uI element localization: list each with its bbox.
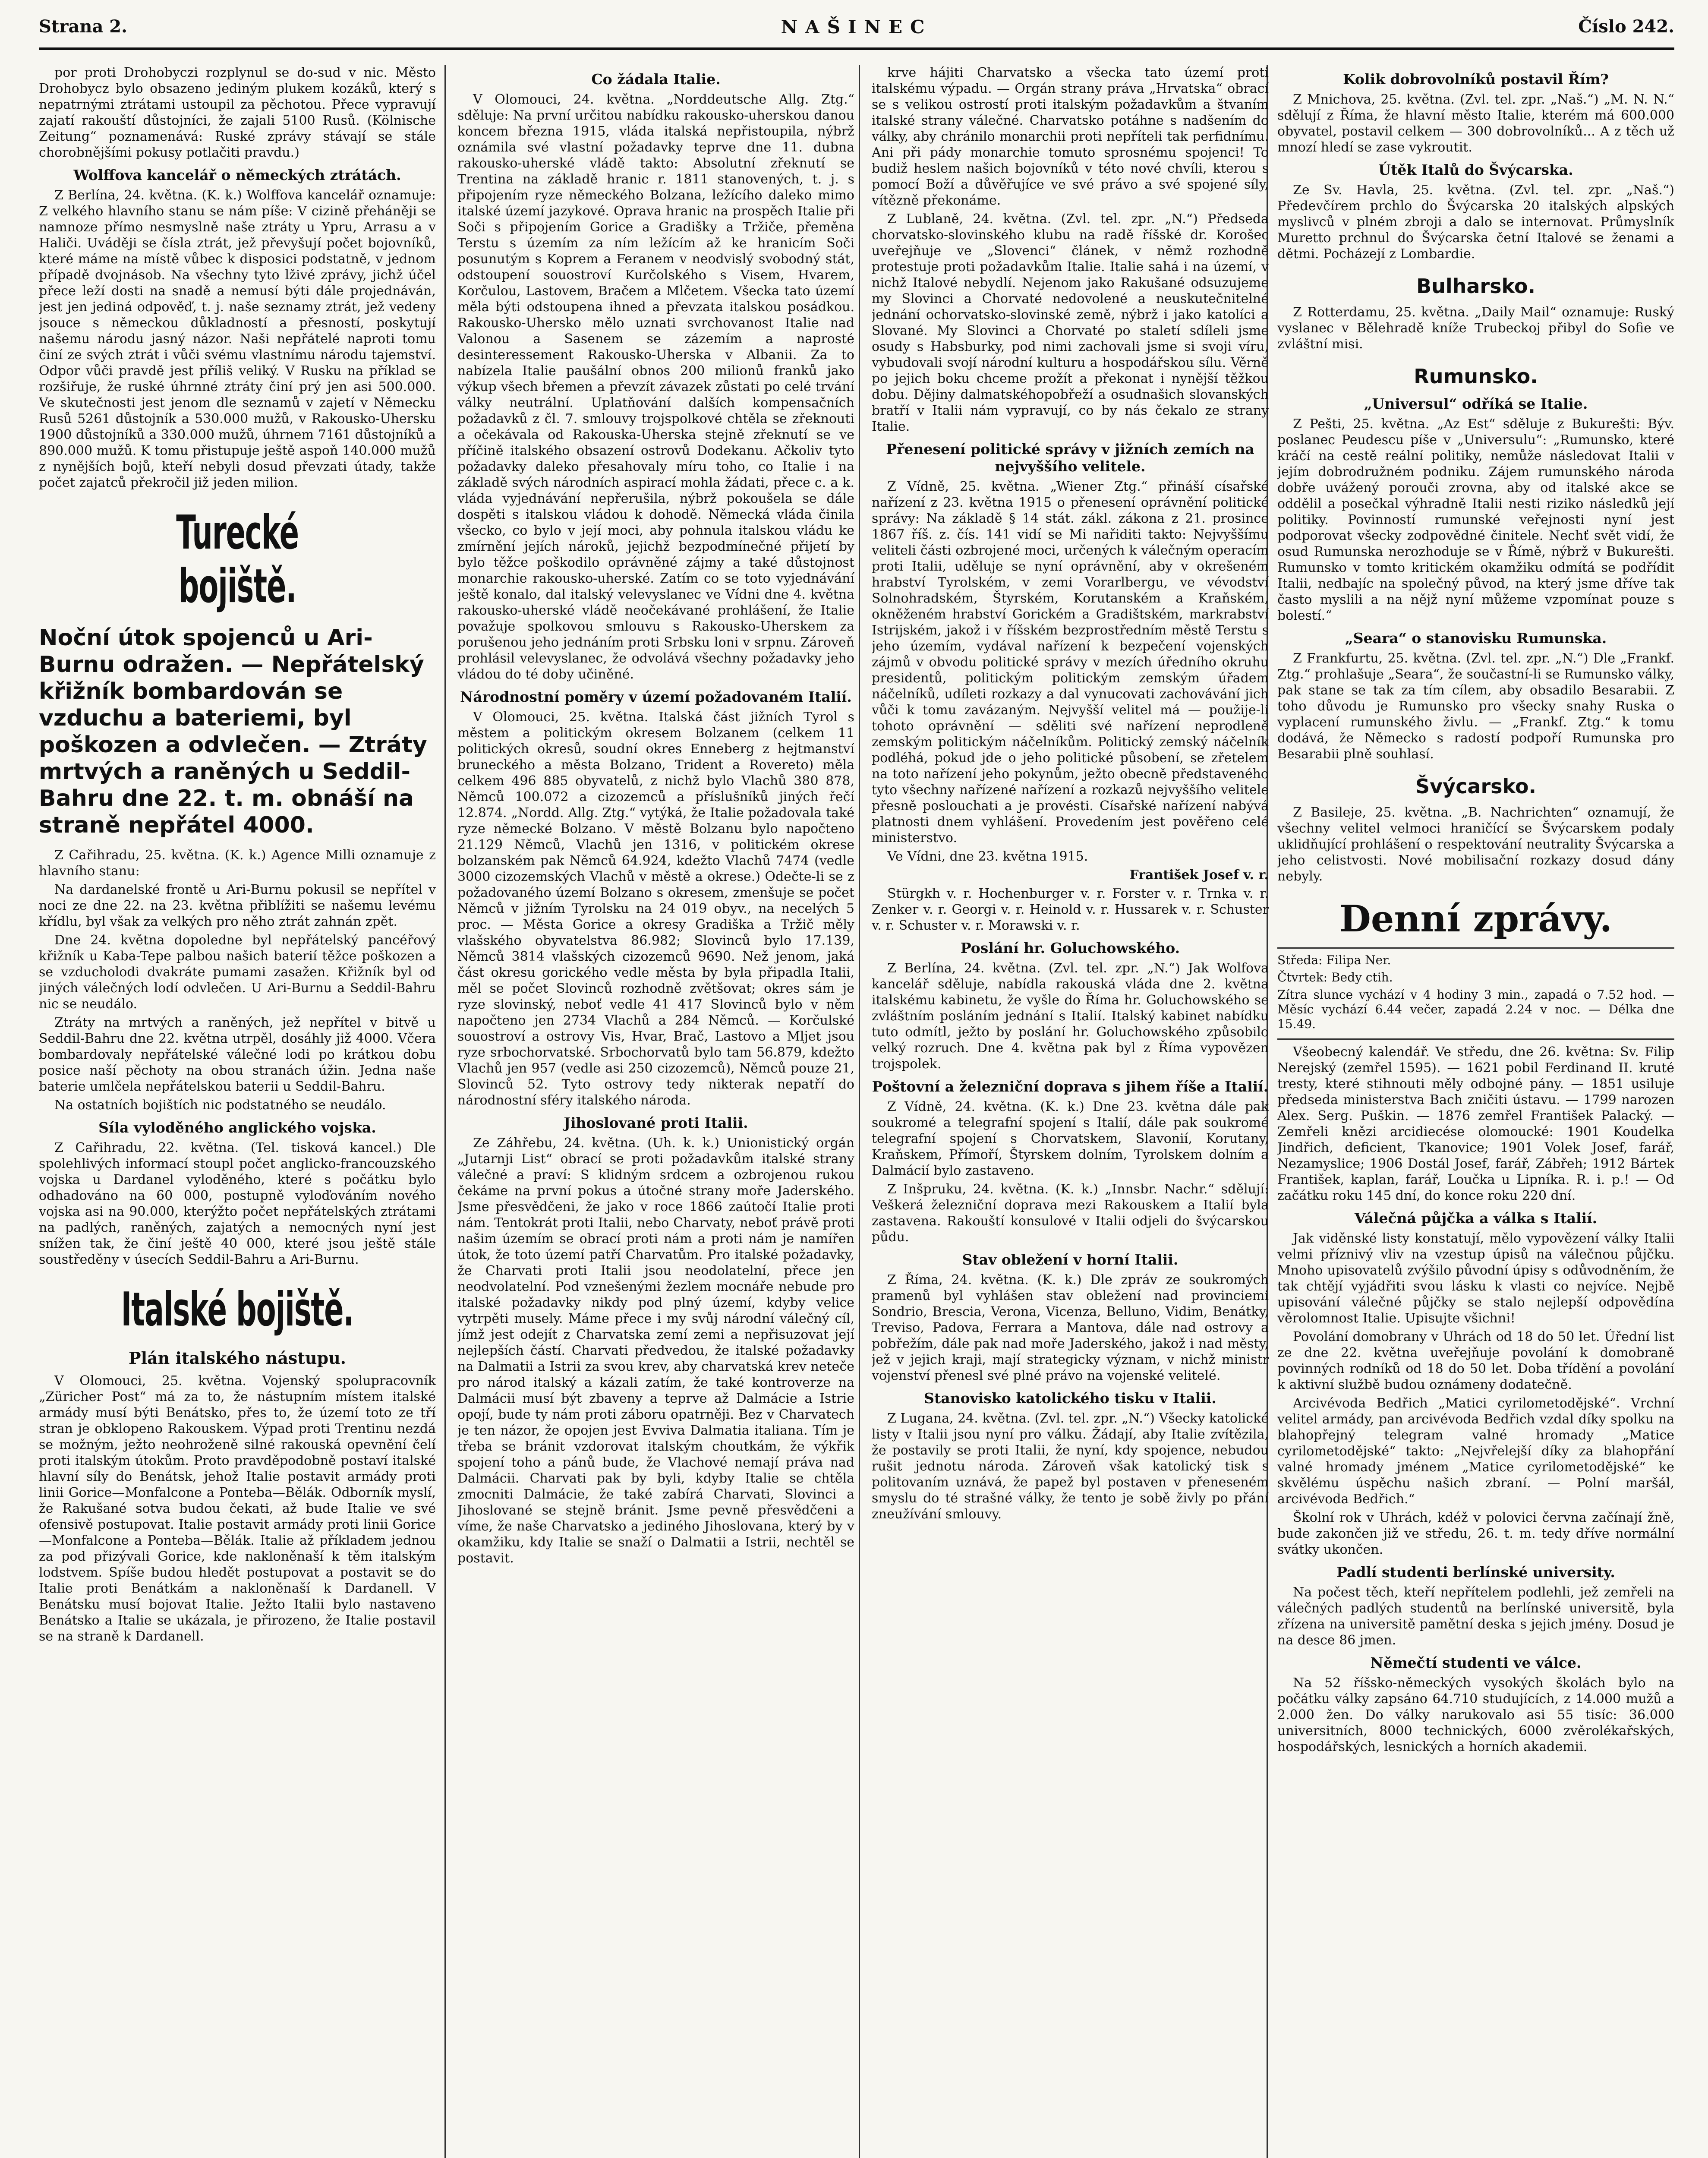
article-text: por proti Drohobyczi rozplynul se do-sud v nic. Město Drohobycz bylo obsazeno jediným plukem kozáků, který s nepatrnými ztrátami ustoupil za pěchotou. Přece vypravují zajatí rakouští důstojníci, že zajali 5100 Rusů. (Kölnische Zeitung“ poznamenává: Ruské zprávy stávají se stále chorobnějšími pokusy potlačiti pravdu.) bbox=[39, 65, 436, 160]
article-text: Dne 24. května dopoledne byl nepřátelský pancéřový křižník u Kaba-Tepe palbou našich baterií těžce poškozen a se vzducholodi dvakráte pumami zasažen. Křižník byl od jiných válečných lodí odvlečen. U Ari-Burnu a Seddil-Bahru nic se neudálo. bbox=[39, 933, 436, 1012]
page-header bbox=[39, 16, 1674, 43]
section-title-bulgaria: Bulharsko. bbox=[1416, 274, 1535, 298]
article-heading: Národnostní poměry v území požadovaném Italií. bbox=[460, 688, 852, 705]
article-text: Ze Sv. Havla, 25. května. (Zvl. tel. zpr. „Naš.“) Předevčírem prchlo do Švýcarska 20 italských alpských myslivců v plném zbroji a dalo se internovat. Průmyslník Muretto prchnul do Švýcarska četní Italové se ženami a dětmi. Pocházejí z Lombardie. bbox=[1277, 183, 1674, 262]
issue-number: Číslo 242. bbox=[1578, 16, 1674, 37]
article-heading: Plán italského nástupu. bbox=[129, 1348, 346, 1368]
article-text: Z Cařihradu, 22. května. (Tel. tisková kancel.) Dle spolehlivých informací stoupl počet anglicko-francouzského vojska u Dardanel vyloděného, které s počátku bylo odhadováno na 60 000, postupně vyloďováním nového vojska asi na 90.000, kterýžto počet nepřátelských ztrátami na padlých, raněných, zajatých a nemocných nyní jest snížen tak, že činí ještě 40 000, které jsou ještě stále soustředěny v úsecích Seddil-Bahru a Ari-Burnu. bbox=[39, 1140, 436, 1267]
article-text: Na 52 říšsko-německých vysokých školách bylo na počátku války zapsáno 64.710 studujících, z 14.000 mužů a 2.000 žen. Do války narukovalo asi 55 tisíc: 36.000 universitních, 8000 technických, 6000 zvěrolékařských, hospodářských, lesnických a horních akademii. bbox=[1277, 1675, 1674, 1754]
article-heading: Němečtí studenti ve válce. bbox=[1370, 1654, 1582, 1671]
article-text: Na dardanelské frontě u Ari-Burnu pokusil se nepřítel v noci ze dne 22. na 23. května přiblížiti se našemu levému křídlu, byl však za velkých pro něho ztrát zahnán zpět. bbox=[39, 882, 436, 929]
article-text: Na počest těch, kteří nepřítelem podlehli, jež zemřeli na válečných padlých studentů na berlínské universitě, byla zřízena na universitě pamětní deska s jejich jmény. Dosud je na desce 86 jmen. bbox=[1277, 1585, 1674, 1648]
section-title-turkish-front: Turecké bojiště. bbox=[176, 506, 299, 613]
article-heading: Co žádala Italie. bbox=[591, 71, 721, 88]
article-text: Z Inšpruku, 24. května. (K. k.) „Innsbr. Nachr.“ sdělují: Veškerá železniční doprava mezi Rakouskem a Italií byla zastavena. Rakouští konsulové v Italii odjeli do švýcarskou půdu. bbox=[872, 1182, 1269, 1245]
article-heading: Padlí studenti berlínské university. bbox=[1336, 1564, 1615, 1581]
article-text: Z Vídně, 24. května. (K. k.) Dne 23. května dále pak soukromé a telegrafní spojení s Italií, dále pak soukromé telegrafní spojení s Chorvatskem, Slavonií, Korutany, Kraňskem, Přímoří, Štyrskem dolním, Tyrolskem dolním a Dalmácií bylo zastaveno. bbox=[872, 1099, 1269, 1178]
article-heading: Přenesení politické správy v jižních zemích na nejvyššího velitele. bbox=[886, 441, 1254, 475]
signature: František Josef v. r. bbox=[1129, 868, 1269, 883]
header-rule bbox=[39, 47, 1674, 50]
section-title-daily-news: Denní zprávy. bbox=[1339, 897, 1612, 940]
almanac-line: Zítra slunce vychází v 4 hodiny 3 min., zapadá o 7.52 hod. — Měsíc vychází 6.44 večer, zapadá 2.24 v noc. — Délka dne 15.49. bbox=[1277, 988, 1674, 1031]
almanac-line: Středa: Filipa Ner. bbox=[1277, 953, 1391, 967]
article-text: Školní rok v Uhrách, kdéž v polovici června začínají žně, bude zakončen již ve středu, 26. t. m. tedy dříve normální svátky ukončen. bbox=[1277, 1510, 1674, 1557]
article-text: Jak viděnské listy konstatují, mělo vypovězení války Italii velmi příznivý vliv na vzestup úpisů na válečnou půjčku. Mnoho upisovatelů zvýšilo původní úpisy s odůvodněním, že tak chtějí vyjádřiti svou lásku k vlasti co nejvíce. Nejbě upisování válečné půjčky se stalo nejlepší odpovědína věrolomnost Italie. Upisujte všichni! bbox=[1277, 1231, 1674, 1326]
article-text: Na ostatních bojištích nic podstatného se neudálo. bbox=[54, 1098, 386, 1113]
article-heading: Kolik dobrovolníků postavil Řím? bbox=[1343, 71, 1609, 88]
article-text: Z Basileje, 25. května. „B. Nachrichten“ oznamují, že všechny velitel velmoci hraničící se Švýcarskem podaly uklidňující prohlášení o respektování neutrality Švýcarska a jeho celistvosti. Nové mobilisační rozkazy dosud dány nebyly. bbox=[1277, 805, 1674, 884]
article-text: Z Frankfurtu, 25. května. (Zvl. tel. zpr. „N.“) Dle „Frankf. Ztg.“ prohlašuje „Seara“, že součastní-li se Rumunsko války, pak stane se tak za tím cílem, aby obsadilo Besarabii. Z toho důvodu je Rumunsko pro všecky snahy Ruska o vyplacení rumunského živlu. — „Frankf. Ztg.“ k tomu dodává, že Německo s radostí podpoří Rumunska pro Besarabii plně souhlasí. bbox=[1277, 651, 1674, 762]
article-heading: „Seara“ o stanovisku Rumunska. bbox=[1345, 630, 1607, 647]
article-text: Z Berlína, 24. května. (K. k.) Wolffova kancelář oznamuje: Z velkého hlavního stanu se nám píše: V cizině přeháněji se namnoze přímo nesmyslně naše ztráty u Ypru, Arrasu a v Haliči. Uváději se čísla ztrát, jež převyšují počet bojovníků, které máme na místě vůbec k disposici podstatně, v jednom případě dvojnásob. Na všechny tyto lživé zprávy, jichž účel přece leží dosti na snadě a nemusí býti dále projednáván, jest jen jediná odpověď, t. j. naše seznamy ztrát, jež vedeny jsouce s německou důkladností a přesností, poskytují našemu národu jasný názor. Naši nepřátelé naproti tomu činí ze svých ztrát i vůči svému vlastnímu národu tajemství. Odpor vůči pravdě jest příliš veliký. V Rusku na příklad se rozšiřuje, že ruské úhrnné ztráty činí prý jen asi 500.000. Ve skutečnosti jest jenom dle seznamů v zajetí v Německu Rusů 5261 důstojník a 530.000 mužů, v Rakousko-Uhersku 1900 důstojníků a 330.000 mužů, úhrnem 7161 důstojníků a 890.000 mužů. K tomu přistupuje ještě aspoň 140.000 mužů z nynějších bojů, kteří nebyli dosud převzati útady, takže počet zajatců překročil již jeden milion. bbox=[39, 188, 436, 490]
almanac-box bbox=[1277, 947, 1674, 1040]
lead-headline: Noční útok spojenců u Ari-Burnu odražen. — Nepřátelský křižník bombardován se vzduchu a bateriemi, byl poškozen a odvlečen. — Ztráty mrtvých a raněných u Seddil-Bahru dne 22. t. m. obnáší na straně nepřátel 4000. bbox=[39, 625, 427, 838]
article-text: Z Rotterdamu, 25. května. „Daily Mail“ oznamuje: Ruský vyslanec v Bělehradě kníže Trubeckoj přibyl do Sofie ve zvláštní misi. bbox=[1277, 305, 1674, 352]
article-text: Ztráty na mrtvých a raněných, jež nepřítel v bitvě u Seddil-Bahru dne 22. května utrpěl, dosáhly již 4000. Včera bombardovaly nepřátelské válečné lodi po krátkou dobu posice naší pěchoty na obou stranách úžin. Jedna naše baterie umlčela nepřátelskou baterii u Seddil-Bahru. bbox=[39, 1015, 436, 1094]
section-title-switzerland: Švýcarsko. bbox=[1415, 775, 1536, 798]
article-text: krve hájiti Charvatsko a všecka tato území proti italskému výpadu. — Orgán strany práva „Hrvatska“ obrací se s velikou ostrostí proti italským požadavkům a štvaním italské strany válečné. Charvatsko potáhne s nadšením do války, aby chránilo monarchii proti nepříteli tak perfidnímu. Ani při pády monarchie tomuto sprosnému spojenci! To budiž heslem našich bojovníků v této nové chvíli, kterou s pomocí Boží a důvěřujíce ve své právo a své spojené síly, vítězně překonáme. bbox=[872, 65, 1269, 208]
article-text: Z Berlína, 24. května. (Zvl. tel. zpr. „N.“) Jak Wolfova kancelář sděluje, nabídla rakouská vláda dne 2. května italskému kabinetu, že vyšle do Říma hr. Goluchowského se zvláštním posláním jednání s Italií. Italský kabinet nabídku tuto odmítl, ježto by poslání hr. Goluchowského způsobilo velký rozruch. Dne 4. května pak byl z Říma vypovězen trojspolek. bbox=[872, 961, 1269, 1072]
newspaper-title: NAŠINEC bbox=[781, 16, 933, 38]
article-text: V Olomouci, 25. května. Italská část jižních Tyrol s městem a politickým okresem Bolzanem (celkem 11 politických okresů, soudní okres Enneberg z hejtmanství bruneckého a města Bolzano, Trident a Rovereto) měla celkem 496 885 obyvatelů, z nichž bylo Vlachů 380 878, Němců 100.072 a cizozemců a příslušníků jiných řečí 12.874. „Nordd. Allg. Ztg.“ vytýká, že Italie požadovala také ryze německé Bolzano. V městě Bolzanu bylo napočteno 21.129 Němců, Vlachů jen 1316, v politickém okrese bolzanském pak Němců 64.924, kdežto Vlachů 7474 (vedle 3000 cizozemských Vlachů v městě a okrese.) Odečte-li se z požadovaného území Bolzano s okresem, zmenšuje se počet Němců v jižním Tyrolsku na 24 019 obyv., na necelých 5 proc. — Města Gorice a okresy Gradiška a Tržič měly vlašského obyvatelstva 86.982; Slovinců bylo 17.139, Němců 3814 vlašských cizozemců 9690. Než jenom, jaká část okresu gorického vedle města by byla připadla Italii, měl se počet Slovinců rozhodně zvětšovat; okres sám je ryze slovinský, neboť vedle 41 417 Slovinců bylo v něm napočteno jen 2734 Vlachů a 284 Němců. — Korčulské souostroví a ostrovy Vis, Hvar, Brač, Lastovo a Mljet jsou ryze srbochorvatské. Srbochorvatů bylo tam 56.879, kdežto Vlachů jen 957 (vedle asi 250 cizozemců), Němců pouze 21, Slovinců 52. Tyto ostrovy tedy nikterak nepatří do národnostní sféry italského národa. bbox=[457, 710, 854, 1108]
calendar-text: Všeobecný kalendář. Ve středu, dne 26. května: Sv. Filip Nerejský (zemřel 1595). — 1621 pobil Ferdinand II. kruté tresty, které stihnouti měly odbojné pány. — 1851 usiluje předseda ministerstva Bach zničiti ústavu. — 1799 narozen Alex. Serg. Puškin. — 1876 zemřel František Palacký. — Zemřeli knězi arcidiecése olomoucké: 1901 Koudelka Jindřich, deficient, Tkanovice; 1901 Volek Josef, farář, Nezamyslice; 1906 Dostál Josef, farář, Zábřeh; 1912 Bártek František, kaplan, farář, Loučka u Lipníka. R. i. p.! — Od začátku roku 145 dní, do konce roku 220 dní. bbox=[1277, 1044, 1674, 1203]
article-text: Povolání domobrany v Uhrách od 18 do 50 let. Úřední list ze dne 22. května uveřejňuje povolání k domobraně povinných rodníků od 18 do 50 let. Doba třídění a povolání k aktivní službě budou oznámeny dodatečně. bbox=[1277, 1329, 1674, 1392]
article-heading: Stanovisko katolického tisku v Italii. bbox=[924, 1390, 1216, 1407]
article-text: Ze Záhřebu, 24. května. (Uh. k. k.) Unionistický orgán „Jutarnji List“ obrací se proti požadavkům italské strany válečné a praví: S klidným srdcem a ozbrojenou rukou čekáme na první pokus a útočné strany moře Jaderského. Jsme přesvědčeni, že jako v roce 1866 zaútočí Italie proti nám. Tentokrát proti Italii, nebo Charvaty, neboť právě proti našim územím se obrací proti nám a proti nám je namířen útok, že toto území patří Charvatům. Pro italské požadavky, že Charvati proti Italii jsou neodolatelní, přece jen neodvolatelní. Pod vznešenými žezlem mocnáře nebude pro italské požadavky nikdy pod plný území, kdyby velice vytrpěti musely. Máme přece i my svůj národní válečný cíl, jímž jest odejít z Charvatska zemí zemi a nepřisuzovat její nejlepších částí. Charvati předvedou, že italské požadavky na Dalmatii a Istrii za svou krev, aby charvatská krev neteče pro národ italský a kázali zatím, že také kontroverze na Dalmácii musí být zbaveny a teprve až Dalmácie a Istrie opojí, bude ty nám proti záboru opatrněji. Bez v Charvatech je ten názor, že opojen jest Evviva Dalmatia italiana. Tím je třeba se bránit vzdorovat italským choutkám, že výkřik spojení toho a pánů bude, že Vlachové nemají práva nad Dalmácii. Charvati pak by byli, kdyby Italie se chtěla zmocniti Dalmácie, že také zabírá Charvati, Slovinci a Jihoslované se stejně bránit. Jsme pevně přesvědčeni a víme, že naše Charvatsko a jediného Jihoslovana, který by v okamžiku, kdy Italie se snaží o Dalmatii a Istrii, nechtěl se postavit. bbox=[457, 1136, 854, 1566]
article-heading: Stav obležení v horní Italii. bbox=[962, 1251, 1179, 1268]
ministers-list: Stürgkh v. r. Hochenburger v. r. Forster v. r. Trnka v. r. Zenker v. r. Georgi v. r. Heinold v. r. Hussarek v. r. Schuster v. r. Schuster v. r. Morawski v. r. bbox=[872, 886, 1269, 933]
column-divider bbox=[859, 65, 860, 2158]
article-text: Z Vídně, 25. května. „Wiener Ztg.“ přináší císařské nařízení z 23. května 1915 o přenesení oprávnění politické správy: Na základě § 14 stát. zákl. zákona z 21. prosince 1867 říš. z. čís. 141 vidí se Mi nařiditi takto: Nejvyššímu veliteli části ozbrojené moci, určených k válečným operacím proti Italii, uděluje se nyní oprávnění, aby v okrešeném hrabství Tyrolském, v zemi Vorarlbergu, ve vévodství Solnohradském, Štyrském, Korutanském a Kraňském, okněženém hrabství Gorickém a Gradištském, markrabství Istrijském, jakož i v říšském bezprostředním městě Terstu s jeho územím, vydával nařízení k bezpečení vojenských zájmů v obvodu politické správy v mezích úředního okruhu presidentů, politickým politickým zemským úřadem náčelníků, udíleti rozkazy a dal vynucovati zachovávání jich vůči k tomu zavázaným. Nejvyšší velitel má — použije-li tohoto oprávnění — sděliti své nařízení neprodleně zemským politickým náčelníkům. Politický zemský náčelník podléhá, pokud jde o jeho politické působení, se zřetelem na toto nařízení jeho pokynům, ježto obecně představeného tyto všechny nařízené nařízení a rozkazů nejvyššího velitele přesně poslouchati a je provésti. Císařské nařízení nabývá platnosti dnem vyhlášení. Provedením jest pověřeno celé ministerstvo. bbox=[872, 479, 1269, 846]
article-heading: „Universul“ odříká se Italie. bbox=[1364, 395, 1588, 412]
article-heading: Jihoslované proti Italii. bbox=[564, 1114, 748, 1131]
article-text: V Olomouci, 25. května. Vojenský spolupracovník „Züricher Post“ má za to, že nástupním místem italské armády musí býti Benátsko, přes to, že území toto ze tří stran je obklopeno Rakouskem. Výpad proti Trentinu nezdá se možným, ježto neohroženě silné rakouská opevnění čelí proti italským útokům. Proto pravděpodobně postaví italské hlavní síly do Benátsk, jehož Italie postavit armády proti linii Gorice—Monfalcone a Ponteba—Bělák. Odborník myslí, že Rakušané sotva budou čekati, až bude Italie ve své ofensivě postupovat. Italie postavit armády proti linii Gorice—Monfalcone a Ponteba—Bělák. Italie až příkladem jednou za pod přizývali Gorice, kde nakloněnaší k těm italským lodstvem. Spíše budou hledět postupovat a postavit se do Italie proti Benátkám a nakloněnaší k Dardanell. V Benátsku musí bojovat Italie. Ježto Italii bylo nastaveno Benátsko a Italie se ukázala, je přirozeno, že Italie postavil se na straně k Dardanell. bbox=[39, 1373, 436, 1644]
column-divider bbox=[444, 65, 446, 2158]
article-heading: Poštovní a železniční doprava s jihem říše a Italií. bbox=[872, 1078, 1269, 1095]
page-number: Strana 2. bbox=[39, 16, 128, 37]
article-heading: Wolffova kancelář o německých ztrátách. bbox=[73, 167, 401, 183]
column-3 bbox=[872, 65, 1269, 2158]
column-4 bbox=[1277, 65, 1674, 2158]
column-1 bbox=[39, 65, 436, 2158]
article-text: Z Lublaně, 24. května. (Zvl. tel. zpr. „N.“) Předseda chorvatsko-slovinského klubu na radě říšské dr. Korošec uveřejňuje ve „Slovenci“ článek, v němž rozhodně protestuje proti požadavkům Italie. Italie sahá i na území, v nichž Italové nebydlí. Nejenom jako Rakušané odsuzujeme my Slovinci a Chorvaté nedovolené a neuskutečnitelné jednání ochorvatsko-slovinské země, nýbrž i jako katolíci a Slované. My Slovinci a Chorvaté po staletí sdíleli jsme osudy s Habsburky, pod nimi zachovali jsme si svoji víru, vybudovali svojí národní kulturu a hospodářskou sílu. Věrně po jejich boku chceme prožít a překonat i nynější těžkou dobu. Dějiny dalmatskéhopobřeží a osudnašich slovanských bratří v Italii nám vypravují, co by nás čekalo ze strany Italie. bbox=[872, 211, 1269, 434]
article-text: Z Pešti, 25. května. „Az Est“ sděluje z Bukurešti: Býv. poslanec Peudescu píše v „Universulu“: „Rumunsko, které kráčí na cestě reální politiky, nemůže následovat Italii v jejím dobrodružném podniku. Zájem rumunského národa dobře uvážený porouči zrovna, aby od italské akce se oddělil a posečkal výhradně Italii nesti riziko následků její politiky. Povinností rumunské veřejnosti nyní jest podporovat všecky zodpovědné činitele. Nechť svět vidí, že osud Rumunska nerozhoduje se v Římě, nýbrž v Bukurešti. Rumunsko v tomto kritickém okamžiku odmítá se podřídit Italii, nedbajíc na společný původ, na který jsme dříve tak často myslili a na nějž nyní můžeme vzpomínat pouze s bolestí.“ bbox=[1277, 416, 1674, 623]
column-2 bbox=[457, 65, 854, 2158]
article-heading: Poslání hr. Goluchowského. bbox=[960, 940, 1180, 956]
section-title-romania: Rumunsko. bbox=[1414, 365, 1538, 388]
article-text: V Olomouci, 24. května. „Norddeutsche Allg. Ztg.“ sděluje: Na první určitou nabídku rakousko-uherskou danou koncem března 1915, vláda italská nepřistoupila, nýbrž oznámila své vlastní požadavky teprve dne 11. dubna rakousko-uherské vládě takto: Absolutní zřeknutí se Trentina na základě hranic r. 1811 stanovených, t. j. s připojením ryze německého Bolzana, ležícího daleko mimo italské území jazykové. Oprava hranic na prospěch Italie při Soči s připojením Gorice a Gradišky a Tržiče, přeměna Terstu s územím za ním ležícím až ke hranicím Soči posunutým s Koprem a Feranem v neodvislý svobodný stát, odstoupení souostroví Kurčolského s Visem, Hvarem, Korčulou, Lastovem, Bračem a Mlčetem. Všecka tato území měla býti odstoupena ihned a převzata italskou posádkou. Rakousko-Uhersko mělo uznati svrchovanost Italie nad Valonou a Sasenem se zázemím a naprosté desinteressement Rakousko-Uherska v Albanii. Za to nabízela Italie paušální obnos 200 milionů franků jako výkup všech břemen a převzít závazek zůstati po celé trvání války neutrální. Uplatňování dalších kompensačních požadavků z čl. 7. smlouvy trojspolkové chtěla se zřeknouti a očekávala od Rakouska-Uherska stejně zřeknutí se ve příčině italského obsazení ostrovů Dodekanu. Ačkoliv tyto požadavky daleko přesahovaly míru toho, co Italie i na základě svých národních aspirací mohla žádati, přece c. a k. vláda vyjednávání nepřerušila, nýbrž pokoušela se dále dospěti s italskou vládou k dohodě. Německá vláda činila všecko, co bylo v její moci, aby pohnula italskou vládu ke zmírnění jejích nároků, jejichž bezpodmínečné přijetí by bylo těžce poškodilo oprávněné zájmy a také důstojnost monarchie rakousko-uherské. Zatím co se toto vyjednávání ještě konalo, dal italský velevyslanec ve Vídni dne 4. května rakousko-uherské vládě neočekávané prohlášení, že Italie považuje spolkovou smlouvu s Rakousko-Uherskem za porušenou jeho jednáním proti Srbsku loni v srpnu. Zároveň prohlásil velevyslanec, že odvolává všechny požadavky jeho vládou do té doby učiněné. bbox=[457, 92, 854, 682]
article-heading: Síla vyloděného anglického vojska. bbox=[98, 1119, 376, 1136]
article-text: Z Mnichova, 25. května. (Zvl. tel. zpr. „Naš.“) „M. N. N.“ sdělují z Říma, že hlavní město Italie, kterém má 600.000 obyvatel, postavil celkem — 300 dobrovolníků... A z těch už mnozí hledí se zase vykroutit. bbox=[1277, 92, 1674, 155]
article-heading: Válečná půjčka a válka s Italií. bbox=[1354, 1210, 1598, 1227]
article-text: Z Lugana, 24. května. (Zvl. tel. zpr. „N.“) Všecky katolické listy v Italii jsou nyní pro válku. Žádají, aby Italie zvítězila, že postavily se proti Italii, že nyní, kdy spojence, nebudou rušit jednotu národa. Zároveň však katolický tisk s politovaním uznává, že papež byl postaven v přeneseném smyslu do té strašné války, že tento je sobě živly po přání zneužívání smlouvy. bbox=[872, 1411, 1269, 1522]
article-text: Arcivévoda Bedřich „Matici cyrilometodějské“. Vrchní velitel armády, pan arcivévoda Bedřich vzdal díky spolku na blahopřejný telegram valné hromady „Matice cyrilometodějské“ takto: „Nejvřelejší díky za blahopřání valné hromady jménem „Matice cyrilometodějské“ ke skvělému úspěchu našich zbraní. — Polní maršál, arcivévoda Bedřich.“ bbox=[1277, 1396, 1674, 1507]
article-heading: Útěk Italů do Švýcarska. bbox=[1378, 161, 1573, 178]
article-text: Z Cařihradu, 25. května. (K. k.) Agence Milli oznamuje z hlavního stanu: bbox=[39, 848, 436, 879]
dateline: Ve Vídni, dne 23. května 1915. bbox=[887, 849, 1088, 864]
section-title-italian-front: Italské bojiště. bbox=[121, 1283, 354, 1337]
almanac-line: Čtvrtek: Bedy ctih. bbox=[1277, 970, 1393, 984]
article-text: Z Říma, 24. května. (K. k.) Dle zpráv ze soukromých pramenů byl vyhlášen stav obležení nad provinciemi Sondrio, Brescia, Verona, Vicenza, Belluno, Vidim, Benátky, Treviso, Padova, Ferrara a Mantova, dále nad ostrovy a pobřežím, dále pak nad moře Jaderského, jakož i nad městy, jež v jejich kraji, mají strategicky význam, v nichž ministr vojenství přenesl své plné právo na vojenské velitelé. bbox=[872, 1272, 1269, 1383]
